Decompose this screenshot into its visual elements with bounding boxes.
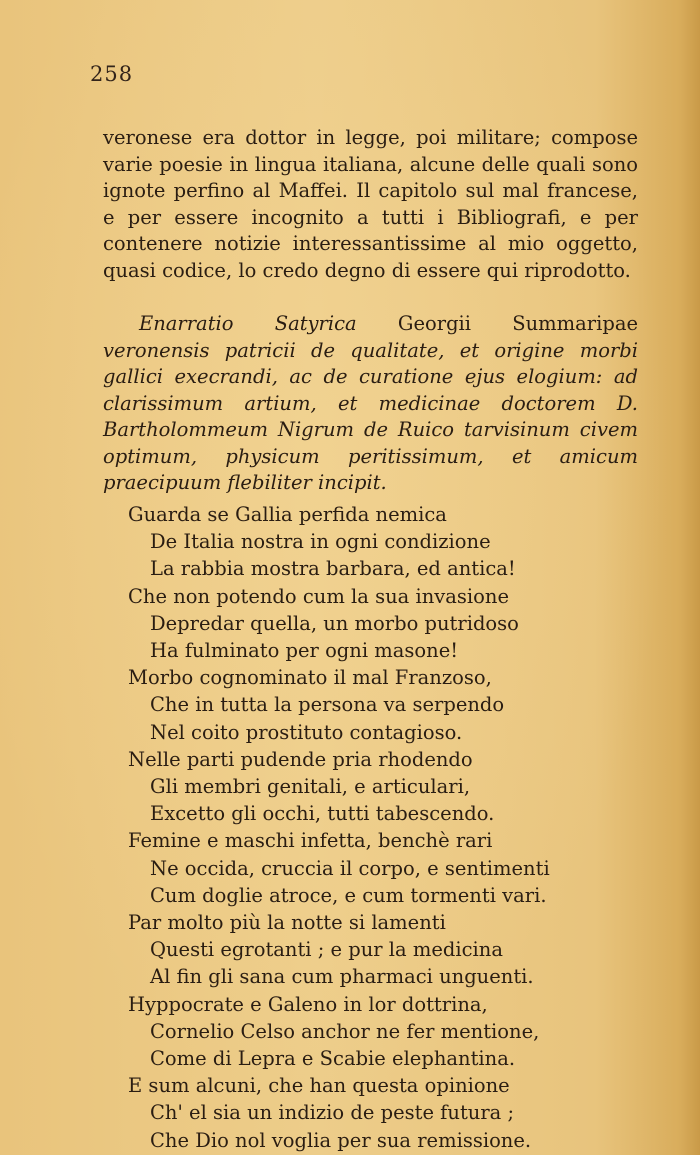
poem-line: Cum doglie atroce, e cum tormenti vari.	[150, 883, 547, 907]
page-number: 258	[90, 62, 134, 86]
poem-line: Al fin gli sana cum pharmaci unguenti.	[150, 965, 534, 989]
title-paragraph	[103, 311, 638, 497]
title-italic-part-1: Enarratio Satyrica	[139, 312, 357, 335]
poem-line: Che in tutta la persona va serpendo	[150, 693, 505, 717]
poem-line: Come di Lepra e Scabie elephantina.	[150, 1047, 516, 1071]
poem-line: Ne occida, cruccia il corpo, e sentimenti	[150, 856, 550, 880]
poem-line: Guarda se Gallia perfida nemica	[128, 503, 447, 526]
poem-line: Depredar quella, un morbo putridoso	[150, 611, 519, 635]
poem-line: Nelle parti pudende pria rhodendo	[128, 747, 473, 771]
poem-line: Femine e maschi infetta, benchè rari	[128, 829, 493, 853]
poem-line: Che non potendo cum la sua invasione	[128, 584, 509, 608]
poem-line: Excetto gli occhi, tutti tabescendo.	[150, 802, 495, 826]
poem-line: Par molto più la notte si lamenti	[128, 911, 446, 935]
poem-line: Cornelio Celso anchor ne fer mentione,	[150, 1019, 540, 1043]
poem-line: Questi egrotanti ; e pur la medicina	[150, 938, 503, 962]
poem-line: Ha fulminato per ogni masone!	[150, 639, 459, 663]
poem-line: Ch' el sia un indizio de peste futura ;	[150, 1101, 515, 1125]
poem-line: E sum alcuni, che han questa opinione	[128, 1074, 510, 1098]
poem	[128, 501, 648, 1154]
poem-line: Hyppocrate e Galeno in lor dottrina,	[128, 992, 488, 1016]
poem-line: La rabbia mostra barbara, ed antica!	[150, 557, 516, 581]
poem-line: Gli membri genitali, e articulari,	[150, 775, 471, 799]
title-italic-part-2: veronensis patricii de qualitate, et origine morbi gallici execrandi, ac de curatione ejus elogium: ad clarissimum artium, et medicinae doctorem D. Bartholommeum Nigrum de Ruico tarvisinum civem optimum, physicum peritissimum, et amicum praecipuum flebiliter incipit.	[103, 338, 638, 494]
intro-paragraph: veronese era dottor in legge, poi militare; compose varie poesie in lingua italiana, alcune delle quali sono ignote perfino al Maffei. Il capitolo sul mal francese, e per essere incognito a tutti i Bibliografi, e per contenere notizie interessantissime al mio oggetto, quasi codice, lo credo degno di essere qui riprodotto.	[103, 126, 638, 282]
poem-line: Che Dio nol voglia per sua remissione.	[150, 1128, 532, 1152]
poem-line: De Italia nostra in ogni condizione	[150, 530, 491, 554]
poem-line: Nel coito prostituto contagioso.	[150, 720, 463, 744]
poem-line: Morbo cognominato il mal Franzoso,	[128, 666, 492, 690]
title-roman-part: Georgii Summaripae	[356, 312, 638, 335]
